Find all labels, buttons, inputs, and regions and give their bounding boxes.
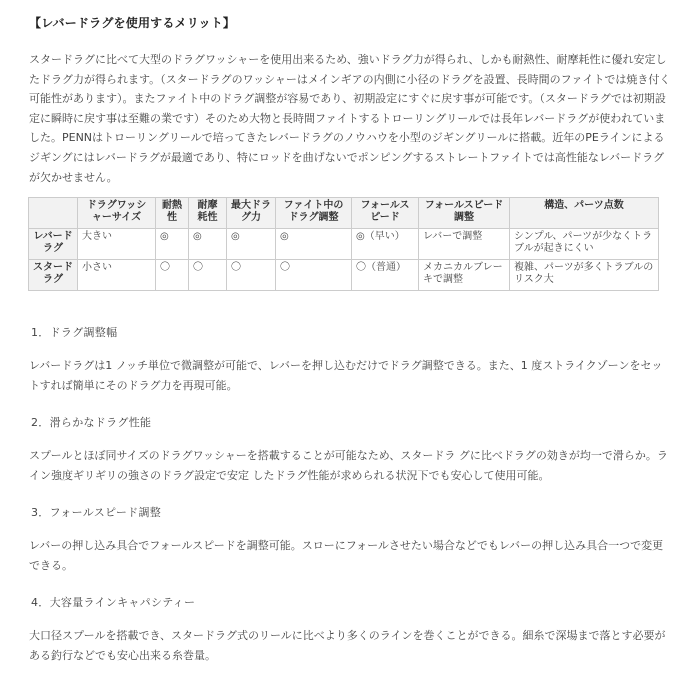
section-body: レバーの押し込み具合でフォールスピードを調整可能。スローにフォールさせたい場合などでもレバーの押し込み具合一つで変更できる。 [29,539,664,572]
table-cell: 〇 [276,260,352,291]
article-title: 【レバードラグを使用するメリット】 [29,16,236,30]
section-heading: 2．滑らかなドラグ性能 [31,416,152,429]
header-max-drag: 最大ドラグ力 [227,198,276,229]
header-wear-resistance: 耐摩耗性 [189,198,227,229]
header-heat-resistance: 耐熱性 [156,198,189,229]
section-body: スプールとほぼ同サイズのドラグワッシャーを搭載することが可能なため、スタードラ グに比べドラグの効きが均一で滑らか。ライン強度ギリギリの強さのドラグ設定で安定 したドラグ性能が求められる状況下でも安心して使用可能。 [29,449,668,482]
header-structure: 構造、パーツ点数 [510,198,659,229]
table-cell: 〇 [227,260,276,291]
section-heading: 1．ドラグ調整幅 [31,326,118,339]
table-row [29,260,659,291]
table-cell: シンプル、パーツが少なくトラブルが起きにくい [510,229,659,260]
section-body: 大口径スプールを搭載でき、スタードラグ式のリールに比べより多くのラインを巻くことができる。細糸で深場まで落とす必要がある釣行などでも安心出来る糸巻量。 [29,629,666,662]
section-heading: 4．大容量ラインキャパシティー [31,596,196,609]
section-body: レバードラグは1 ノッチ単位で微調整が可能で、レバーを押し込むだけでドラグ調整できる。また、1 度ストライクゾーンをセットすれば簡単にそのドラグ力を再現可能。 [29,359,663,392]
table-cell: 小さい [78,260,156,291]
header-washer-size: ドラグワッシャーサイズ [78,198,156,229]
table-cell: メカニカルブレーキで調整 [419,260,510,291]
row-label-star-drag: スタードラグ [29,260,78,291]
comparison-table [28,197,659,291]
table-header-row [29,198,659,229]
table-cell: 〇 [189,260,227,291]
header-fall-speed-adjust: フォールスピード調整 [419,198,510,229]
table-cell: レバーで調整 [419,229,510,260]
intro-paragraph: スタードラグに比べて大型のドラグワッシャーを使用出来るため、強いドラグ力が得られ、しかも耐熱性、耐摩耗性に優れ安定したドラグ力が得られます。（スタードラグのワッシャーはメインギアの内側に小径のドラグを設置、長時間のファイトでは焼き付く可能性があります）。またファイト中のドラグ調整が容易であり、初期設定にすぐに戻す事が可能です。（スタードラグでは初期設定に瞬時に戻す事は至難の業です）そのため大物と長時間ファイトするトローリングリールでは長年レバードラグが使われていました。PENNはトローリングリールで培ってきたレバードラグのノウハウを小型のジギングリールに搭載。近年のPEラインによるジギングにはレバードラグが最適であり、特にロッドを曲げないでポンピングするストレートファイトでは高性能なレバードラグが欠かせません。 [29,53,671,184]
table-cell: ◎ [276,229,352,260]
table-cell: ◎ [227,229,276,260]
table-cell: ◎ [156,229,189,260]
table-corner-cell [29,198,78,229]
table-row [29,229,659,260]
section-heading: 3．フォールスピード調整 [31,506,162,519]
table-cell: ◎ [189,229,227,260]
table-cell: 〇（普通） [352,260,419,291]
table-cell: 複雑、パーツが多くトラブルのリスク大 [510,260,659,291]
table-cell: 大きい [78,229,156,260]
table-cell: 〇 [156,260,189,291]
row-label-lever-drag: レバードラグ [29,229,78,260]
header-fall-speed: フォールスピード [352,198,419,229]
header-fight-adjust: ファイト中のドラグ調整 [276,198,352,229]
table-cell: ◎（早い） [352,229,419,260]
